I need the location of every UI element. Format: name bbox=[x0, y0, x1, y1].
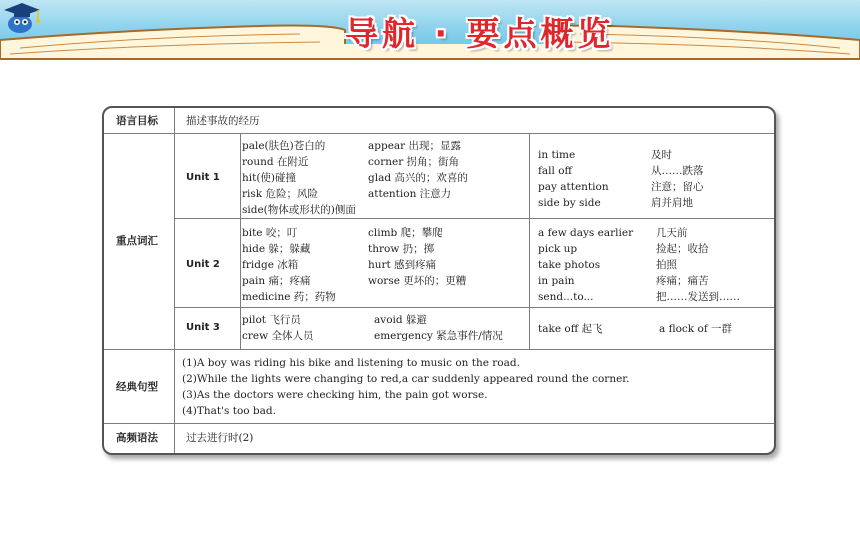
summary-table bbox=[102, 106, 776, 455]
list-item: avoid 躲避 bbox=[374, 314, 427, 326]
graduation-cap-icon bbox=[0, 0, 44, 34]
list-item: 从……跌落 bbox=[651, 165, 704, 177]
list-item: fall off bbox=[538, 165, 572, 177]
list-item: round 在附近 bbox=[242, 156, 309, 168]
list-item: 把……发送到…… bbox=[656, 291, 740, 303]
list-item: 疼痛；痛苦 bbox=[656, 275, 709, 287]
unit-1-phrases-col4 bbox=[651, 148, 704, 210]
list-item: (4)That's too bad. bbox=[182, 405, 276, 417]
list-item: bite 咬；叮 bbox=[242, 227, 298, 239]
list-item: climb 爬；攀爬 bbox=[368, 227, 443, 239]
list-item: 肩并肩地 bbox=[651, 197, 693, 209]
row-label-grammar: 高频语法 bbox=[116, 432, 158, 444]
list-item: 捡起；收拾 bbox=[656, 243, 709, 255]
grammar-value: 过去进行时(2) bbox=[186, 432, 254, 444]
unit-3-words-col1 bbox=[242, 313, 313, 343]
list-item: fridge 冰箱 bbox=[242, 259, 299, 271]
unit-1-words-col1 bbox=[242, 139, 356, 217]
page-title: 导航 · 要点概览 bbox=[345, 14, 615, 53]
list-item: crew 全体人员 bbox=[242, 330, 314, 342]
list-item: (1)A boy was riding his bike and listening to music on the road. bbox=[182, 357, 520, 369]
list-item: take photos bbox=[538, 259, 601, 271]
list-item: hit(使)碰撞 bbox=[242, 172, 297, 184]
unit-1-words-col2 bbox=[368, 139, 468, 201]
row-label-goal: 语言目标 bbox=[116, 115, 158, 127]
row-label-sentences: 经典句型 bbox=[116, 381, 158, 393]
list-item: 几天前 bbox=[656, 227, 688, 239]
list-item: hide 躲；躲藏 bbox=[242, 243, 311, 255]
list-item: 及时 bbox=[651, 149, 672, 161]
list-item: 注意；留心 bbox=[651, 181, 704, 193]
goal-value: 描述事故的经历 bbox=[186, 115, 260, 127]
unit-2-phrases-col3 bbox=[538, 226, 633, 304]
list-item: worse 更坏的；更糟 bbox=[368, 275, 467, 287]
unit-1-label: Unit 1 bbox=[186, 172, 220, 183]
list-item: pain 痛；疼痛 bbox=[242, 275, 311, 287]
list-item: pick up bbox=[538, 243, 578, 255]
sentence-list bbox=[182, 356, 630, 418]
row-label-vocab: 重点词汇 bbox=[116, 235, 158, 247]
list-item: pilot 飞行员 bbox=[242, 314, 301, 326]
list-item: appear 出现；显露 bbox=[368, 140, 462, 152]
unit-2-phrases-col4 bbox=[656, 226, 740, 304]
unit-1-phrases-col3 bbox=[538, 148, 609, 210]
list-item: pay attention bbox=[538, 181, 609, 193]
list-item: side by side bbox=[538, 197, 601, 209]
list-item: 拍照 bbox=[656, 259, 677, 271]
list-item: side(物体或形状的)侧面 bbox=[242, 204, 356, 216]
header-banner bbox=[0, 0, 860, 60]
list-item: a few days earlier bbox=[538, 227, 634, 239]
list-item: throw 扔；掷 bbox=[368, 243, 435, 255]
list-item: (2)While the lights were changing to red,a car suddenly appeared round the corner. bbox=[182, 373, 630, 385]
unit-3-label: Unit 3 bbox=[186, 322, 220, 333]
list-item: emergency 紧急事件/情况 bbox=[374, 330, 503, 342]
list-item: glad 高兴的；欢喜的 bbox=[368, 172, 468, 184]
list-item: pale(肤色)苍白的 bbox=[242, 140, 326, 152]
list-item: risk 危险；风险 bbox=[242, 188, 318, 200]
unit-3-phrase-2: a flock of 一群 bbox=[659, 323, 733, 335]
list-item: in pain bbox=[538, 275, 575, 287]
list-item: medicine 药；药物 bbox=[242, 291, 336, 303]
list-item: hurt 感到疼痛 bbox=[368, 259, 437, 271]
list-item: attention 注意力 bbox=[368, 188, 452, 200]
unit-3-words-col2 bbox=[374, 313, 503, 343]
list-item: corner 拐角；街角 bbox=[368, 156, 460, 168]
list-item: (3)As the doctors were checking him, the pain got worse. bbox=[182, 389, 488, 401]
unit-2-label: Unit 2 bbox=[186, 259, 220, 270]
list-item: send...to... bbox=[538, 291, 594, 303]
unit-3-phrase-1: take off 起飞 bbox=[538, 323, 603, 335]
list-item: in time bbox=[538, 149, 576, 161]
unit-2-words-col1 bbox=[242, 226, 336, 304]
unit-2-words-col2 bbox=[368, 226, 466, 288]
